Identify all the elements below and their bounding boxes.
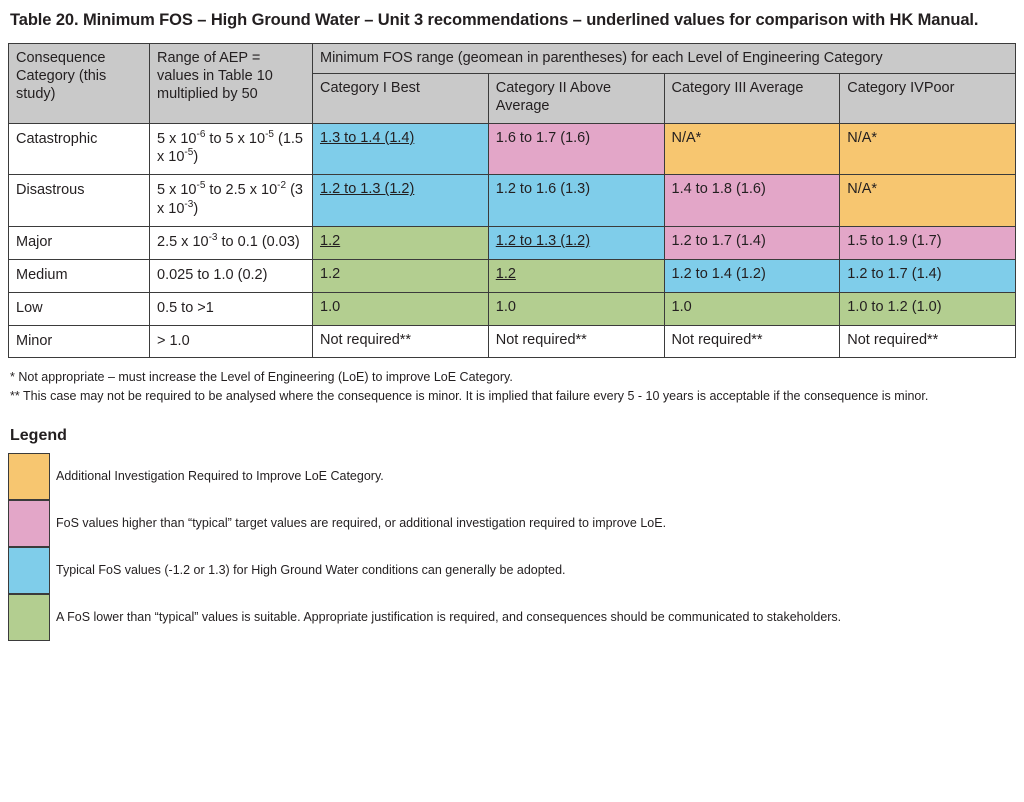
cell-fos-category-4 bbox=[840, 175, 1016, 227]
fos-value: 1.2 to 1.4 (1.2) bbox=[671, 265, 766, 282]
cell-fos-category-3 bbox=[664, 123, 840, 175]
cell-consequence-category: Major bbox=[9, 227, 150, 260]
legend-row bbox=[8, 594, 1016, 641]
fos-value: 1.2 to 1.6 (1.3) bbox=[495, 181, 591, 198]
cell-range-of-aep: 5 x $10^{-6}$ to 5 x $10^{-5}$ (1.5 x $10^{-5}$) bbox=[150, 123, 313, 175]
fos-value: 1.2 to 1.7 (1.4) bbox=[671, 233, 766, 250]
fos-value: 1.0 to 1.2 (1.0) bbox=[847, 298, 942, 315]
cell-fos-category-3 bbox=[664, 175, 840, 227]
cell-fos-category-2 bbox=[488, 259, 664, 292]
cell-fos-category-4 bbox=[840, 325, 1016, 358]
cell-fos-category-2 bbox=[488, 227, 664, 260]
legend-description: Additional Investigation Required to Improve LoE Category. bbox=[56, 469, 384, 484]
cell-fos-category-2 bbox=[488, 175, 664, 227]
header-category-2: Category II Above Average bbox=[488, 74, 664, 123]
cell-fos-category-3 bbox=[664, 292, 840, 325]
legend-swatch-cell bbox=[8, 453, 56, 500]
legend-swatch-cell bbox=[8, 594, 56, 641]
cell-range-of-aep: > 1.0 bbox=[150, 325, 313, 358]
fos-value: 1.4 to 1.8 (1.6) bbox=[671, 181, 766, 198]
cell-consequence-category: Catastrophic bbox=[9, 123, 150, 175]
table-row bbox=[9, 325, 1016, 358]
table-row bbox=[9, 227, 1016, 260]
cell-fos-category-1 bbox=[313, 292, 489, 325]
cell-fos-category-3 bbox=[664, 325, 840, 358]
fos-value: 1.3 to 1.4 (1.4) bbox=[320, 129, 415, 146]
fos-value: Not required** bbox=[847, 331, 939, 348]
cell-fos-category-2 bbox=[488, 292, 664, 325]
fos-value: 1.2 bbox=[320, 265, 341, 282]
legend-description: FoS values higher than “typical” target values are required, or additional investigation required to improve LoE. bbox=[56, 516, 667, 531]
cell-range-of-aep: 5 x $10^{-5}$ to 2.5 x $10^{-2}$ (3 x $10^{-3}$) bbox=[150, 175, 313, 227]
cell-range-of-aep: 0.025 to 1.0 (0.2) bbox=[150, 259, 313, 292]
cell-fos-category-2 bbox=[488, 325, 664, 358]
legend-color-swatch bbox=[8, 594, 50, 641]
cell-fos-category-1 bbox=[313, 123, 489, 175]
legend-color-swatch bbox=[8, 453, 50, 500]
table-notes bbox=[8, 358, 957, 404]
table-row bbox=[9, 259, 1016, 292]
cell-fos-category-1 bbox=[313, 325, 489, 358]
fos-value: 1.5 to 1.9 (1.7) bbox=[847, 233, 942, 250]
legend-title: Legend bbox=[10, 426, 67, 444]
legend-table bbox=[8, 453, 1016, 641]
cell-fos-category-4 bbox=[840, 292, 1016, 325]
table-row bbox=[9, 292, 1016, 325]
header-category-3: Category III Average bbox=[664, 74, 840, 123]
table-head bbox=[9, 44, 1016, 123]
note-double-asterisk: ** This case may not be required to be analysed where the consequence is minor. It is implied that failure every 5 - 10 years is acceptable if the consequence is minor. bbox=[10, 388, 929, 403]
cell-fos-category-4 bbox=[840, 123, 1016, 175]
cell-range-of-aep: 2.5 x $10^{-3}$ to 0.1 (0.03) bbox=[150, 227, 313, 260]
legend-row bbox=[8, 453, 1016, 500]
fos-table bbox=[8, 43, 1016, 358]
header-fos-range-span: Minimum FOS range (geomean in parentheses) for each Level of Engineering Category bbox=[313, 44, 1016, 74]
fos-value: Not required** bbox=[320, 331, 412, 348]
cell-fos-category-1 bbox=[313, 259, 489, 292]
fos-value: 1.0 bbox=[320, 298, 341, 315]
table-row bbox=[9, 123, 1016, 175]
fos-value: Not required** bbox=[671, 331, 763, 348]
header-range-of-aep: Range of AEP = values in Table 10 multiplied by 50 bbox=[150, 44, 313, 123]
fos-value: 1.2 bbox=[320, 233, 341, 250]
legend-body bbox=[8, 453, 1016, 641]
table-header-row-1 bbox=[9, 44, 1016, 74]
cell-consequence-category: Low bbox=[9, 292, 150, 325]
table-row bbox=[9, 175, 1016, 227]
fos-value: 1.2 to 1.3 (1.2) bbox=[320, 181, 415, 198]
legend-swatch-cell bbox=[8, 547, 56, 594]
fos-value: 1.2 to 1.3 (1.2) bbox=[495, 233, 591, 250]
fos-value: Not required** bbox=[495, 331, 587, 348]
note-asterisk: * Not appropriate – must increase the Level of Engineering (LoE) to improve LoE Category. bbox=[10, 370, 513, 385]
cell-fos-category-3 bbox=[664, 227, 840, 260]
fos-value: 1.2 bbox=[495, 265, 516, 282]
cell-range-of-aep: 0.5 to >1 bbox=[150, 292, 313, 325]
fos-value: 1.2 to 1.7 (1.4) bbox=[847, 265, 942, 282]
fos-value: 1.0 bbox=[495, 298, 516, 315]
legend-description: Typical FoS values (-1.2 or 1.3) for High Ground Water conditions can generally be adopted. bbox=[56, 563, 566, 578]
legend-row bbox=[8, 500, 1016, 547]
legend-color-swatch bbox=[8, 500, 50, 547]
header-consequence-category: Consequence Category (this study) bbox=[9, 44, 150, 123]
cell-fos-category-1 bbox=[313, 175, 489, 227]
header-category-1: Category I Best bbox=[313, 74, 489, 123]
fos-value: N/A* bbox=[671, 129, 702, 146]
cell-fos-category-1 bbox=[313, 227, 489, 260]
cell-fos-category-2 bbox=[488, 123, 664, 175]
legend-color-swatch bbox=[8, 547, 50, 594]
cell-consequence-category: Medium bbox=[9, 259, 150, 292]
legend-description: A FoS lower than “typical” values is suitable. Appropriate justification is required, and consequences should be communicated to stakeholders. bbox=[56, 610, 842, 625]
legend-swatch-cell bbox=[8, 500, 56, 547]
cell-consequence-category: Disastrous bbox=[9, 175, 150, 227]
cell-fos-category-3 bbox=[664, 259, 840, 292]
cell-fos-category-4 bbox=[840, 227, 1016, 260]
cell-consequence-category: Minor bbox=[9, 325, 150, 358]
fos-value: 1.6 to 1.7 (1.6) bbox=[495, 129, 591, 146]
legend-row bbox=[8, 547, 1016, 594]
table-caption: Table 20. Minimum FOS – High Ground Water – Unit 3 recommendations – underlined values for comparison with HK Manual. bbox=[10, 11, 979, 29]
cell-fos-category-4 bbox=[840, 259, 1016, 292]
fos-value: N/A* bbox=[847, 129, 878, 146]
header-category-4: Category IVPoor bbox=[840, 74, 1016, 123]
fos-value: 1.0 bbox=[671, 298, 692, 315]
table-body bbox=[9, 123, 1016, 358]
fos-value: N/A* bbox=[847, 181, 878, 198]
